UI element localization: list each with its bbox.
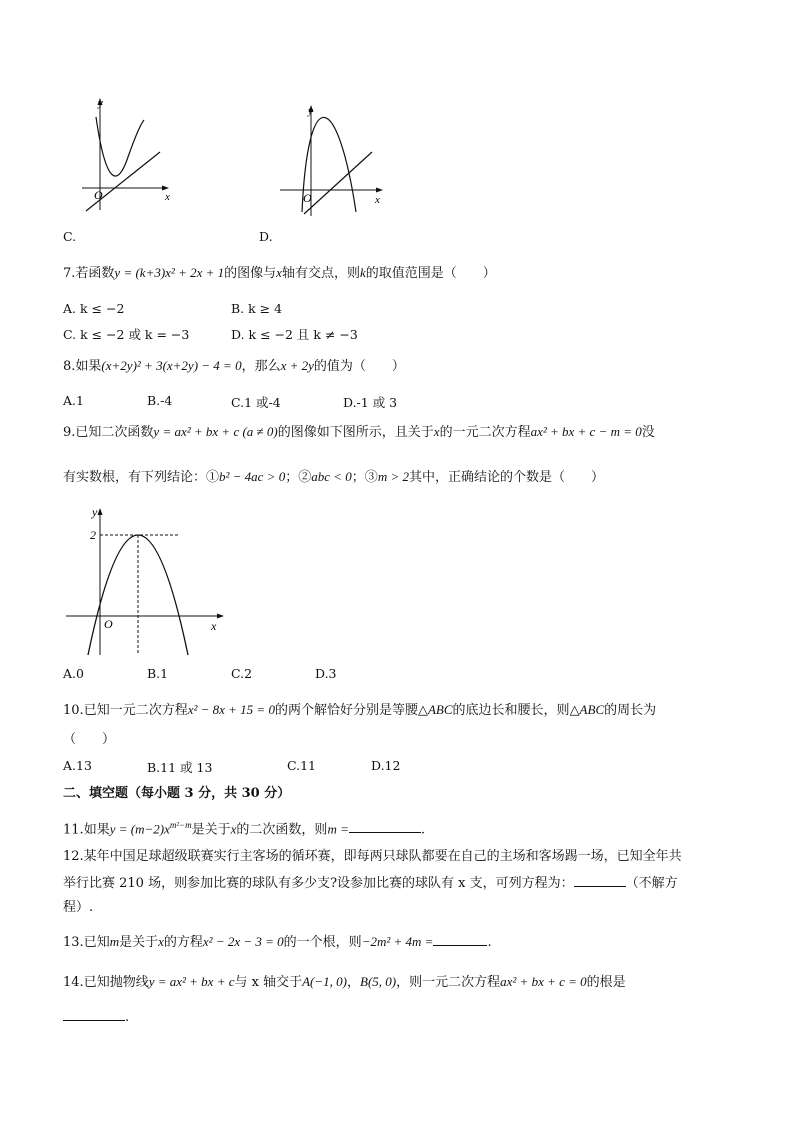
q10-option-d[interactable]: D.12 [371, 758, 401, 773]
option-c-label: C. [63, 229, 77, 244]
question-14-answer-line: . [63, 1008, 129, 1027]
question-10-paren: （ ） [63, 732, 116, 747]
graph-d-x-label: x [375, 194, 380, 206]
question-14: 14.已知抛物线y = ax² + bx + c与 x 轴交于A(−1, 0)，B(5, 0)，则一元二次方程ax² + bx + c = 0的根是 [63, 974, 626, 990]
q9-option-b[interactable]: B.1 [147, 666, 169, 681]
q9-graph-x-label: x [211, 619, 217, 633]
question-11: 11.如果$y = (m-2)x^{m^2-m}$是关于x的二次函数，则m = . [63, 820, 425, 838]
question-13: 13.已知m是关于x的方程x² − 2x − 3 = 0的一个根，则−2m² + 4m = . [63, 934, 492, 950]
q8-option-b[interactable]: B.-4 [147, 393, 173, 408]
q9-graph [64, 500, 229, 660]
q7-option-d[interactable]: D. k ≤ −2 且 k ≠ −3 [231, 327, 358, 342]
graph-d-line [304, 152, 372, 214]
q8-option-a[interactable]: A.1 [63, 393, 84, 408]
graph-c-line [86, 152, 160, 211]
q7-option-a[interactable]: A. k ≤ −2 [63, 301, 125, 316]
q8-option-d[interactable]: D.-1 或 3 [343, 395, 398, 410]
graph-c-origin: O [94, 188, 103, 202]
graph-d-origin: O [303, 191, 312, 205]
question-12-line-3: 程）. [63, 900, 94, 915]
q13-answer-blank[interactable] [433, 933, 487, 946]
q14-answer-blank[interactable] [63, 1008, 125, 1021]
graph-c-y-label: y [98, 97, 103, 109]
question-8: 8.如果(x+2y)² + 3(x+2y) − 4 = 0，那么x + 2y的值为（ ） [63, 358, 405, 374]
graph-d-y-label: y [308, 105, 313, 117]
q9-graph-max-label: 2 [90, 528, 96, 542]
q9-option-c[interactable]: C.2 [231, 666, 253, 681]
q10-option-a[interactable]: A.13 [63, 758, 92, 773]
q9-graph-origin: O [104, 617, 113, 631]
q8-option-c[interactable]: C.1 或-4 [231, 395, 281, 410]
q11-answer-blank[interactable] [349, 820, 421, 833]
question-12-line-1: 12.某年中国足球超级联赛实行主客场的循环赛，即每两只球队都要在自己的主场和客场踢一场，已知全年共 [63, 849, 682, 864]
graph-d [276, 100, 386, 220]
q12-answer-blank[interactable] [574, 874, 626, 887]
section-2-heading: 二、填空题（每小题 3 分，共 30 分） [63, 786, 291, 801]
q7-option-c[interactable]: C. k ≤ −2 或 k = −3 [63, 327, 190, 342]
q9-option-d[interactable]: D.3 [315, 666, 337, 681]
q10-option-c[interactable]: C.11 [287, 758, 316, 773]
q10-option-b[interactable]: B.11 或 13 [147, 760, 213, 775]
question-7: 7.若函数y = (k+3)x² + 2x + 1的图像与x轴有交点，则k的取值范围是（ ） [63, 265, 496, 281]
graph-c-x-label: x [165, 191, 170, 203]
question-9-line-2: 有实数根，有下列结论：①b² − 4ac > 0；②abc < 0；③m > 2其中，正确结论的个数是（ ） [63, 469, 604, 485]
graph-c-parabola [96, 117, 144, 176]
question-9-line-1: 9.已知二次函数y = ax² + bx + c (a ≠ 0)的图像如下图所示，且关于x的一元二次方程ax² + bx + c − m = 0没 [63, 424, 655, 440]
q7-option-b[interactable]: B. k ≥ 4 [231, 301, 283, 316]
option-d-label: D. [259, 229, 273, 244]
q9-graph-y-label: y [92, 505, 98, 519]
graph-c [76, 95, 176, 215]
question-10-line-1: 10.已知一元二次方程x² − 8x + 15 = 0的两个解恰好分别是等腰△ABC的底边长和腰长，则△ABC的周长为 [63, 702, 657, 718]
question-12-line-2: 举行比赛 210 场，则参加比赛的球队有多少支?设参加比赛的球队有 x 支，可列方程为： （不解方 [63, 876, 678, 891]
q9-option-a[interactable]: A.0 [63, 666, 84, 681]
